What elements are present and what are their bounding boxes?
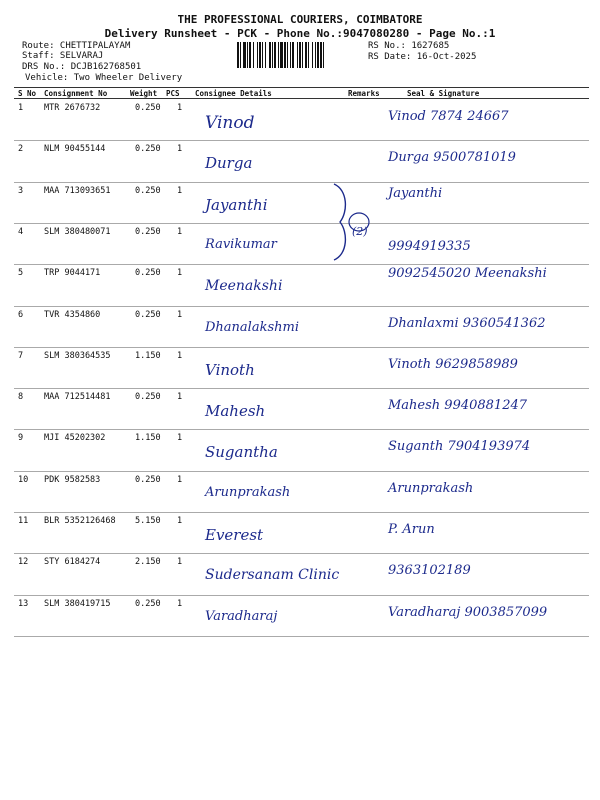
row-consignment-no: MJI 45202302 bbox=[44, 433, 106, 444]
row-serial: 2 bbox=[18, 144, 24, 155]
row-signature: Vinod 7874 24667 bbox=[388, 109, 509, 124]
vehicle-label: Vehicle: Two Wheeler Delivery bbox=[25, 73, 183, 83]
row-weight: 0.250 bbox=[135, 185, 161, 196]
remarks-note: (2) bbox=[352, 225, 368, 238]
row-pcs: 1 bbox=[177, 557, 183, 568]
row-consignment-no: TVR 4354860 bbox=[44, 309, 101, 320]
col-header-sno: S No bbox=[18, 89, 37, 98]
row-weight: 5.150 bbox=[135, 516, 161, 526]
row-signature: 9363102189 bbox=[388, 563, 471, 579]
row-weight: 0.250 bbox=[135, 474, 161, 485]
row-consignment-no: STY 6184274 bbox=[44, 557, 101, 568]
row-consignee-handwritten: Durga bbox=[205, 154, 253, 173]
col-header-remarks: Remarks bbox=[348, 89, 380, 98]
runsheet-subtitle: Delivery Runsheet - PCK - Phone No.:9047080280 - Page No.:1 bbox=[104, 27, 496, 40]
row-consignment-no: BLR 5352126468 bbox=[44, 516, 116, 526]
row-serial: 5 bbox=[18, 268, 24, 279]
row-weight: 0.250 bbox=[135, 226, 161, 237]
col-header-weight: Weight bbox=[130, 89, 158, 98]
row-serial: 10 bbox=[18, 474, 29, 485]
row-consignee-handwritten: Sugantha bbox=[205, 443, 278, 462]
row-pcs: 1 bbox=[177, 598, 183, 609]
row-consignee-handwritten: Everest bbox=[205, 526, 264, 544]
row-serial: 7 bbox=[18, 350, 24, 361]
row-pcs: 1 bbox=[177, 144, 183, 155]
row-consignee-handwritten: Ravikumar bbox=[205, 236, 277, 252]
barcode bbox=[237, 42, 363, 68]
row-signature: P. Arun bbox=[388, 522, 435, 537]
table-row bbox=[0, 347, 600, 388]
row-weight: 0.250 bbox=[135, 268, 161, 279]
row-consignment-no: SLM 380480071 bbox=[44, 226, 111, 237]
row-serial: 8 bbox=[18, 392, 24, 403]
row-weight: 0.250 bbox=[135, 144, 161, 155]
row-weight: 1.150 bbox=[135, 350, 161, 361]
row-consignment-no: MAA 713093651 bbox=[44, 185, 111, 196]
table-row bbox=[0, 429, 600, 470]
route-label: Route: CHETTIPALAYAM bbox=[22, 41, 131, 51]
table-row bbox=[0, 264, 600, 305]
table-row bbox=[0, 595, 600, 636]
row-consignee-handwritten: Vinoth bbox=[205, 360, 255, 379]
row-signature: Suganth 7904193974 bbox=[388, 439, 531, 455]
table-row bbox=[0, 553, 600, 594]
table-top-rule bbox=[14, 87, 589, 88]
row-weight: 1.150 bbox=[135, 433, 161, 444]
row-consignee-handwritten: Sudersanam Clinic bbox=[205, 567, 340, 584]
row-consignee-handwritten: Jayanthi bbox=[205, 195, 268, 214]
row-consignment-no: PDK 9582583 bbox=[44, 474, 101, 485]
row-pcs: 1 bbox=[177, 350, 183, 361]
row-serial: 1 bbox=[18, 103, 24, 113]
row-weight: 2.150 bbox=[135, 557, 161, 568]
row-consignment-no: TRP 9044171 bbox=[44, 268, 101, 279]
row-pcs: 1 bbox=[177, 474, 183, 485]
row-pcs: 1 bbox=[177, 226, 183, 237]
row-pcs: 1 bbox=[177, 268, 183, 279]
row-consignee-handwritten: Meenakshi bbox=[205, 278, 283, 295]
table-row bbox=[0, 99, 600, 140]
row-consignment-no: SLM 380419715 bbox=[44, 598, 111, 609]
row-signature: Vinoth 9629858989 bbox=[388, 356, 518, 372]
row-weight: 0.250 bbox=[135, 309, 161, 320]
row-signature: 9994919335 bbox=[388, 238, 471, 254]
row-serial: 13 bbox=[18, 598, 29, 609]
row-signature: Durga 9500781019 bbox=[388, 150, 516, 166]
row-pcs: 1 bbox=[177, 309, 183, 320]
row-signature: Jayanthi bbox=[388, 185, 443, 201]
row-pcs: 1 bbox=[177, 516, 183, 526]
col-header-consignee: Consignee Details bbox=[195, 89, 272, 98]
col-header-consignment: Consignment No bbox=[44, 89, 108, 98]
staff-label: Staff: SELVARAJ bbox=[22, 51, 104, 61]
rs-date: RS Date: 16-Oct-2025 bbox=[368, 52, 477, 62]
row-serial: 12 bbox=[18, 557, 29, 568]
row-signature: Arunprakash bbox=[388, 480, 474, 496]
row-signature: 9092545020 Meenakshi bbox=[388, 266, 547, 282]
row-consignee-handwritten: Varadharaj bbox=[205, 608, 278, 624]
row-serial: 11 bbox=[18, 516, 29, 526]
table-row bbox=[0, 388, 600, 429]
row-signature: Mahesh 9940881247 bbox=[388, 398, 528, 414]
row-signature: Dhanlaxmi 9360541362 bbox=[388, 315, 546, 331]
table-row bbox=[0, 140, 600, 181]
row-consignment-no: SLM 380364535 bbox=[44, 350, 111, 361]
row-serial: 4 bbox=[18, 226, 24, 237]
row-consignee-handwritten: Arunprakash bbox=[205, 484, 291, 500]
table-row bbox=[0, 512, 600, 553]
drs-label: DRS No.: DCJB162768501 bbox=[22, 62, 142, 72]
row-weight: 0.250 bbox=[135, 392, 161, 403]
row-weight: 0.250 bbox=[135, 103, 161, 113]
row-consignment-no: MTR 2676732 bbox=[44, 103, 101, 113]
company-title: THE PROFESSIONAL COURIERS, COIMBATORE bbox=[177, 13, 423, 26]
row-serial: 9 bbox=[18, 433, 24, 444]
table-row bbox=[0, 306, 600, 347]
row-separator bbox=[14, 636, 589, 637]
row-consignee-handwritten: Mahesh bbox=[205, 402, 266, 421]
col-header-seal: Seal & Signature bbox=[407, 89, 480, 98]
row-serial: 3 bbox=[18, 185, 24, 196]
remarks-bracket bbox=[326, 182, 376, 262]
row-serial: 6 bbox=[18, 309, 24, 320]
row-signature: Varadharaj 9003857099 bbox=[388, 604, 548, 620]
table-row bbox=[0, 471, 600, 512]
table-row bbox=[0, 223, 600, 264]
row-pcs: 1 bbox=[177, 392, 183, 403]
row-pcs: 1 bbox=[177, 433, 183, 444]
row-weight: 0.250 bbox=[135, 598, 161, 609]
row-consignment-no: MAA 712514481 bbox=[44, 392, 111, 403]
rs-number: RS No.: 1627685 bbox=[368, 41, 450, 51]
table-row bbox=[0, 182, 600, 223]
row-consignee-handwritten: Dhanalakshmi bbox=[205, 319, 299, 335]
col-header-pcs: PCS bbox=[166, 89, 180, 98]
row-pcs: 1 bbox=[177, 103, 183, 113]
row-pcs: 1 bbox=[177, 185, 183, 196]
row-consignment-no: NLM 90455144 bbox=[44, 144, 106, 155]
row-consignee-handwritten: Vinod bbox=[205, 113, 255, 133]
